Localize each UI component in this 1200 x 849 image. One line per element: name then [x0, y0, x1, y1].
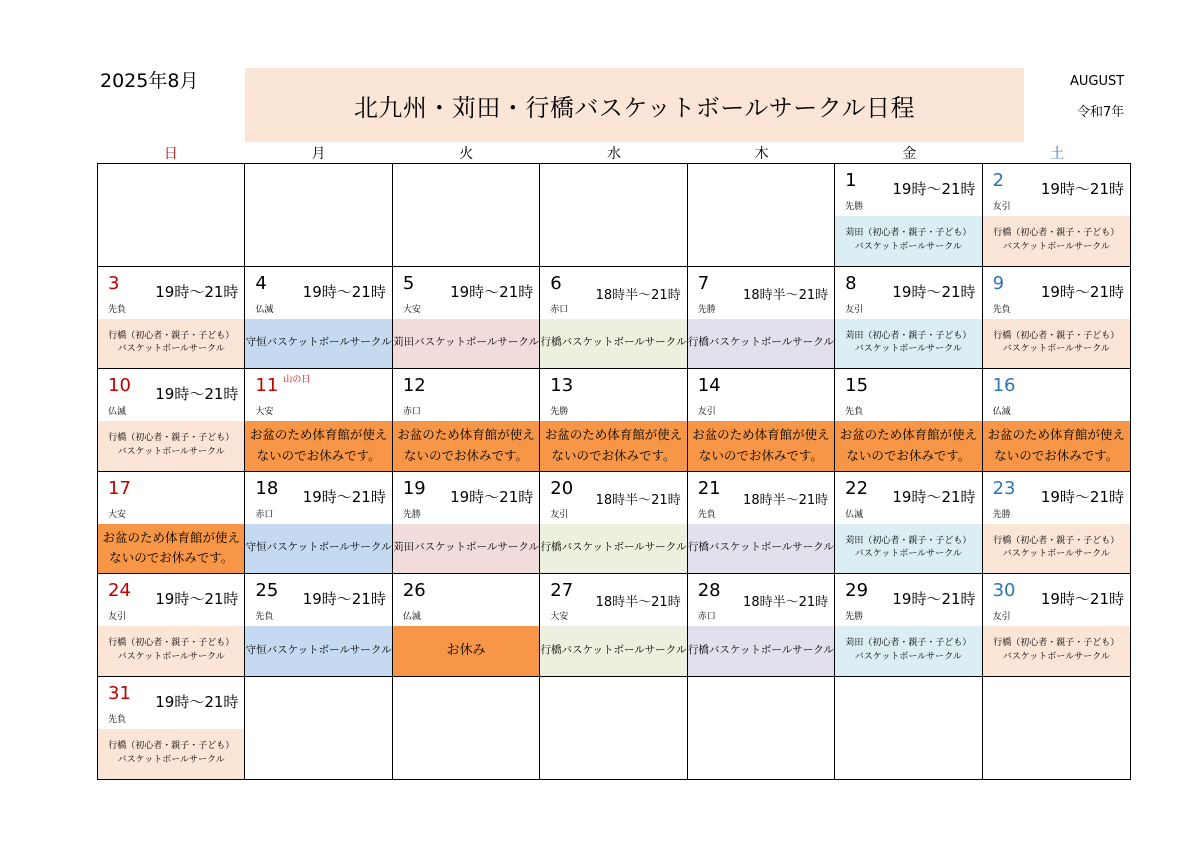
- calendar-day-cell: [98, 574, 245, 677]
- event-block: [245, 319, 391, 369]
- event-text: 行橋（初心者・親子・子ども）: [993, 638, 1120, 649]
- day-number: 18: [255, 477, 279, 499]
- day-number: 6: [550, 272, 562, 294]
- rokuyo-label: 友引: [992, 612, 1011, 622]
- event-block: [835, 216, 981, 266]
- calendar-day-cell: [983, 164, 1130, 267]
- rokuyo-label: 赤口: [697, 612, 716, 622]
- day-number: 17: [108, 477, 131, 499]
- session-time: 18時半〜21時: [743, 492, 829, 508]
- event-text: 行橋（初心者・親子・子ども）: [108, 638, 235, 649]
- event-text: ないのでお休みです。: [846, 447, 971, 463]
- event-block: [540, 319, 686, 369]
- weekday-header-row: [97, 143, 1131, 163]
- rokuyo-label: 先勝: [845, 612, 864, 622]
- event-block: [393, 319, 539, 369]
- session-time: 18時半〜21時: [743, 595, 829, 610]
- event-text: バスケットボールサークル: [117, 651, 225, 662]
- event-text: お盆のため体育館が使え: [692, 427, 830, 443]
- event-text: お休み: [446, 643, 486, 658]
- event-text: 苅田（初心者・親子・子ども）: [845, 330, 972, 341]
- calendar-day-cell: [983, 267, 1130, 370]
- calendar-empty-cell: [540, 677, 687, 780]
- calendar-day-cell: [835, 574, 982, 677]
- day-number: 1: [845, 170, 857, 191]
- event-text: 苅田（初心者・親子・子ども）: [845, 638, 972, 649]
- calendar-day-cell: [245, 472, 392, 575]
- session-time: 19時〜21時: [892, 590, 976, 608]
- event-text: ないのでお休みです。: [404, 447, 529, 463]
- rokuyo-label: 大安: [255, 407, 274, 417]
- weekday-wednesday: 水: [606, 146, 621, 162]
- weekday-sunday: 日: [163, 146, 178, 162]
- rokuyo-label: 先勝: [550, 407, 569, 417]
- session-time: 19時〜21時: [892, 180, 976, 198]
- holiday-label: 山の日: [283, 375, 311, 385]
- calendar-day-cell: [835, 472, 982, 575]
- day-number: 29: [845, 580, 869, 601]
- event-text: 守恒バスケットボールサークル: [245, 336, 392, 349]
- event-text: バスケットボールサークル: [1002, 241, 1110, 252]
- session-time: 19時〜21時: [302, 282, 386, 301]
- session-time: 19時〜21時: [1040, 487, 1124, 506]
- calendar-empty-cell: [835, 677, 982, 780]
- calendar-empty-cell: [688, 677, 835, 780]
- calendar-day-cell: [835, 369, 982, 472]
- day-number: 19: [402, 477, 426, 499]
- event-text: 苅田（初心者・親子・子ども）: [845, 535, 972, 546]
- session-time: 19時〜21時: [1040, 282, 1124, 301]
- event-text: 行橋（初心者・親子・子ども）: [993, 228, 1120, 239]
- calendar-empty-cell: [983, 677, 1130, 780]
- closed-notice: [540, 421, 686, 471]
- calendar-day-cell: [393, 267, 540, 370]
- event-block: [688, 626, 834, 676]
- day-number: 10: [108, 375, 131, 396]
- day-number: 26: [402, 580, 426, 601]
- weekday-tuesday: 火: [459, 146, 474, 162]
- day-number: 11: [255, 375, 279, 396]
- calendar-day-cell: [98, 677, 245, 780]
- event-block: [835, 524, 981, 574]
- rokuyo-label: 大安: [550, 612, 569, 622]
- rokuyo-label: 仏滅: [992, 407, 1011, 417]
- session-time: 19時〜21時: [892, 487, 976, 506]
- session-time: 19時〜21時: [155, 282, 239, 301]
- day-number: 9: [992, 272, 1005, 294]
- event-block: [245, 524, 391, 574]
- day-number: 15: [845, 375, 869, 396]
- day-number: 31: [108, 682, 131, 704]
- rokuyo-label: 先負: [697, 509, 716, 520]
- closed-notice: [393, 626, 539, 676]
- calendar-day-cell: [688, 267, 835, 370]
- session-time: 19時〜21時: [155, 590, 239, 608]
- year-month-label: 2025年8月: [100, 70, 199, 92]
- calendar-day-cell: [98, 267, 245, 370]
- calendar-day-cell: [393, 472, 540, 575]
- day-number: 4: [255, 272, 267, 294]
- calendar-day-cell: [688, 574, 835, 677]
- rokuyo-label: 先負: [845, 407, 864, 417]
- rokuyo-label: 仏滅: [402, 612, 421, 622]
- rokuyo-label: 仏滅: [108, 407, 127, 417]
- event-text: 行橋バスケットボールサークル: [687, 336, 834, 349]
- event-text: バスケットボールサークル: [854, 549, 962, 560]
- event-text: バスケットボールサークル: [854, 344, 962, 355]
- event-text: 行橋バスケットボールサークル: [540, 336, 687, 349]
- weekday-monday: 月: [311, 146, 326, 162]
- event-text: 守恒バスケットボールサークル: [245, 643, 392, 656]
- event-text: 苅田（初心者・親子・子ども）: [845, 228, 972, 239]
- event-block: [835, 626, 981, 676]
- session-time: 19時〜21時: [1040, 180, 1124, 198]
- calendar-day-cell: [983, 574, 1130, 677]
- event-text: ないのでお休みです。: [109, 550, 234, 566]
- weekday-thursday: 木: [754, 146, 769, 162]
- rokuyo-label: 友引: [550, 509, 569, 520]
- event-text: バスケットボールサークル: [854, 241, 962, 252]
- day-number: 7: [697, 272, 710, 294]
- event-block: [98, 319, 244, 369]
- day-number: 21: [697, 477, 721, 499]
- calendar-day-cell: [983, 369, 1130, 472]
- day-number: 13: [550, 375, 574, 396]
- event-text: バスケットボールサークル: [117, 344, 225, 355]
- closed-notice: [98, 524, 244, 574]
- event-block: [983, 216, 1130, 266]
- day-number: 28: [697, 580, 721, 601]
- session-time: 18時半〜21時: [595, 287, 681, 303]
- rokuyo-label: 仏滅: [255, 304, 274, 315]
- event-text: ないのでお休みです。: [698, 447, 823, 463]
- day-number: 30: [992, 580, 1016, 601]
- event-block: [98, 421, 244, 471]
- calendar-day-cell: [688, 369, 835, 472]
- event-text: 行橋バスケットボールサークル: [540, 643, 687, 656]
- calendar-empty-cell: [245, 164, 392, 267]
- session-time: 19時〜21時: [1040, 590, 1124, 608]
- weekday-friday: 金: [902, 146, 917, 162]
- event-block: [835, 319, 981, 369]
- event-text: 行橋（初心者・親子・子ども）: [108, 433, 235, 444]
- event-block: [245, 626, 391, 676]
- event-block: [540, 626, 686, 676]
- rokuyo-label: 先勝: [402, 509, 421, 520]
- session-time: 19時〜21時: [155, 692, 239, 711]
- rokuyo-label: 先勝: [845, 202, 864, 212]
- rokuyo-label: 先負: [108, 714, 127, 725]
- event-text: バスケットボールサークル: [1002, 344, 1110, 355]
- rokuyo-label: 赤口: [402, 407, 421, 417]
- event-text: 苅田バスケットボールサークル: [393, 541, 540, 554]
- day-number: 20: [550, 477, 574, 499]
- event-block: [688, 524, 834, 574]
- calendar-day-cell: [98, 472, 245, 575]
- session-time: 18時半〜21時: [595, 595, 681, 610]
- day-number: 22: [845, 477, 869, 499]
- calendar-day-cell: [245, 369, 392, 472]
- day-number: 24: [108, 580, 131, 601]
- session-time: 18時半〜21時: [595, 492, 681, 508]
- day-number: 3: [108, 272, 120, 294]
- session-time: 18時半〜21時: [743, 287, 829, 303]
- rokuyo-label: 仏滅: [845, 509, 864, 520]
- event-block: [540, 524, 686, 574]
- calendar-day-cell: [393, 574, 540, 677]
- day-number: 27: [550, 580, 574, 601]
- calendar-empty-cell: [393, 677, 540, 780]
- calendar-day-cell: [540, 574, 687, 677]
- rokuyo-label: 先負: [108, 304, 127, 315]
- calendar-day-cell: [835, 164, 982, 267]
- calendar-day-cell: [540, 472, 687, 575]
- calendar-day-cell: [688, 472, 835, 575]
- day-number: 14: [697, 375, 721, 396]
- calendar-day-cell: [835, 267, 982, 370]
- event-text: お盆のため体育館が使え: [249, 427, 388, 443]
- day-number: 8: [845, 272, 857, 294]
- event-text: 行橋（初心者・親子・子ども）: [993, 330, 1120, 341]
- event-text: バスケットボールサークル: [117, 446, 225, 457]
- calendar-empty-cell: [540, 164, 687, 267]
- day-number: 23: [992, 477, 1016, 499]
- event-text: バスケットボールサークル: [1002, 549, 1110, 560]
- session-time: 19時〜21時: [302, 487, 386, 506]
- event-text: 行橋バスケットボールサークル: [687, 541, 834, 554]
- calendar-grid: [97, 163, 1131, 780]
- calendar-empty-cell: [98, 164, 245, 267]
- day-number: 16: [992, 375, 1016, 396]
- rokuyo-label: 先負: [255, 612, 274, 622]
- closed-notice: [835, 421, 981, 471]
- event-text: 苅田バスケットボールサークル: [393, 336, 540, 349]
- session-time: 19時〜21時: [450, 487, 534, 506]
- event-text: 行橋バスケットボールサークル: [540, 541, 687, 554]
- event-block: [98, 626, 244, 676]
- closed-notice: [393, 421, 539, 471]
- rokuyo-label: 大安: [108, 509, 127, 520]
- rokuyo-label: 大安: [402, 304, 421, 315]
- event-text: ないのでお休みです。: [551, 447, 676, 463]
- calendar-day-cell: [393, 369, 540, 472]
- session-time: 19時〜21時: [892, 282, 976, 301]
- event-text: ないのでお休みです。: [994, 447, 1119, 463]
- calendar-empty-cell: [245, 677, 392, 780]
- rokuyo-label: 友引: [845, 304, 864, 315]
- weekday-saturday: 土: [1050, 146, 1065, 162]
- closed-notice: [688, 421, 834, 471]
- day-number: 2: [992, 170, 1005, 191]
- event-text: 行橋（初心者・親子・子ども）: [993, 535, 1120, 546]
- closed-notice: [245, 421, 391, 471]
- calendar-day-cell: [983, 472, 1130, 575]
- event-block: [688, 319, 834, 369]
- calendar-day-cell: [540, 369, 687, 472]
- closed-notice: [983, 421, 1130, 471]
- calendar-day-cell: [98, 369, 245, 472]
- event-text: ないのでお休みです。: [256, 447, 381, 463]
- day-number: 12: [402, 375, 426, 396]
- event-block: [983, 524, 1130, 574]
- rokuyo-label: 先勝: [992, 509, 1011, 520]
- rokuyo-label: 赤口: [255, 509, 274, 520]
- era-label: 令和7年: [1077, 105, 1125, 120]
- rokuyo-label: 友引: [697, 407, 716, 417]
- event-text: お盆のため体育館が使え: [102, 529, 240, 545]
- event-block: [983, 319, 1130, 369]
- event-text: バスケットボールサークル: [1002, 651, 1110, 662]
- event-text: 行橋（初心者・親子・子ども）: [108, 741, 235, 752]
- event-text: 守恒バスケットボールサークル: [245, 541, 392, 554]
- event-text: お盆のため体育館が使え: [839, 427, 978, 443]
- event-block: [98, 729, 244, 780]
- calendar-empty-cell: [688, 164, 835, 267]
- session-time: 19時〜21時: [450, 282, 534, 301]
- event-block: [983, 626, 1130, 676]
- event-text: バスケットボールサークル: [854, 651, 962, 662]
- rokuyo-label: 友引: [108, 612, 127, 622]
- event-text: お盆のため体育館が使え: [544, 427, 683, 443]
- event-text: 行橋バスケットボールサークル: [687, 643, 834, 656]
- page-title: 北九州・苅田・行橋バスケットボールサークル日程: [245, 68, 1024, 142]
- calendar-empty-cell: [393, 164, 540, 267]
- session-time: 19時〜21時: [155, 385, 239, 403]
- calendar-day-cell: [540, 267, 687, 370]
- rokuyo-label: 先勝: [697, 304, 716, 315]
- event-block: [393, 524, 539, 574]
- calendar-day-cell: [245, 574, 392, 677]
- day-number: 5: [402, 272, 415, 294]
- calendar-day-cell: [245, 267, 392, 370]
- event-text: お盆のため体育館が使え: [987, 427, 1126, 443]
- rokuyo-label: 赤口: [550, 304, 569, 315]
- event-text: バスケットボールサークル: [117, 754, 225, 765]
- event-text: 行橋（初心者・親子・子ども）: [108, 330, 235, 341]
- month-english-label: AUGUST: [1070, 74, 1125, 89]
- rokuyo-label: 友引: [992, 202, 1011, 212]
- session-time: 19時〜21時: [302, 590, 386, 608]
- rokuyo-label: 先負: [992, 304, 1011, 315]
- event-text: お盆のため体育館が使え: [397, 427, 535, 443]
- day-number: 25: [255, 580, 279, 601]
